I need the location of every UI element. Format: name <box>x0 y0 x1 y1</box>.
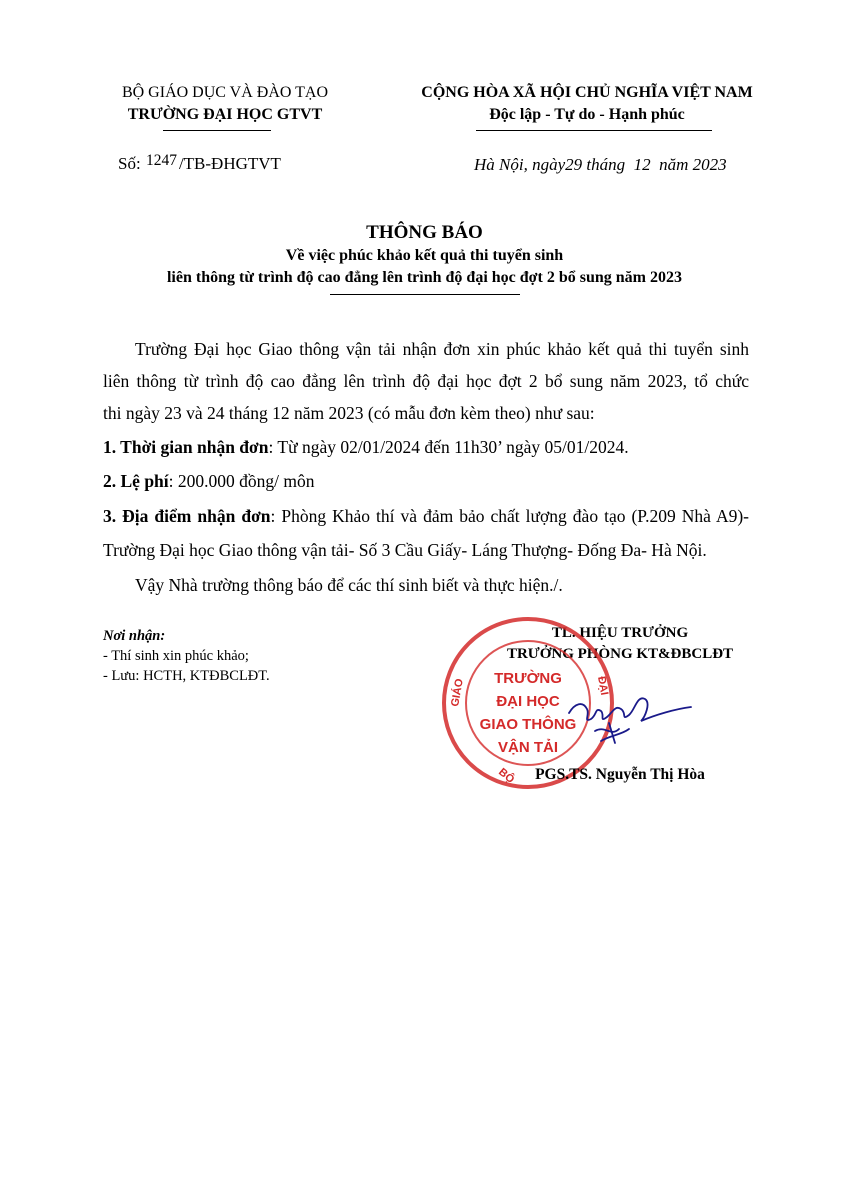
handwritten-signature <box>565 685 700 755</box>
title-subject-line2: liên thông từ trình độ cao đẳng lên trình độ đại học đợt 2 bổ sung năm 2023 <box>166 269 682 286</box>
signature-position: TRƯỞNG PHÒNG KT&ĐBCLĐT <box>506 646 734 662</box>
intro-line-2: liên thông từ trình độ cao đẳng lên trình độ đại học đợt 2 bổ sung năm 2023, tổ chức <box>103 371 749 391</box>
seal-line-2: ĐẠI HỌC <box>496 693 560 710</box>
document-number <box>118 154 281 174</box>
seal-ring-right: ĐẠI <box>595 675 611 697</box>
signature-authority: TL. HIỆU TRƯỞNG <box>551 625 689 641</box>
recipient-item: - Lưu: HCTH, KTĐBCLĐT. <box>103 668 270 684</box>
ministry-name: BỘ GIÁO DỤC VÀ ĐÀO TẠO <box>121 84 329 101</box>
item-location <box>103 504 749 528</box>
number-suffix: /TB-ĐHGTVT <box>178 154 281 173</box>
item2-label: 2. Lệ phí <box>103 471 169 491</box>
recipients-heading: Nơi nhận: <box>103 628 166 644</box>
motto-underline <box>476 130 712 131</box>
number-prefix: Số: <box>118 154 141 173</box>
intro-line-3: thi ngày 23 và 24 tháng 12 năm 2023 (có mẫu đơn kèm theo) như sau: <box>103 403 595 423</box>
republic-name: CỘNG HÒA XÃ HỘI CHỦ NGHĨA VIỆT NAM <box>421 84 753 101</box>
seal-ring-bottom: BỘ <box>496 766 517 786</box>
item-application-time <box>103 435 629 459</box>
item-fee <box>103 469 315 493</box>
seal-ring-left: GIÁO <box>449 677 466 708</box>
seal-line-3: GIAO THÔNG <box>479 716 577 733</box>
seal-line-4: VẬN TẢI <box>498 739 558 756</box>
item1-label: 1. Thời gian nhận đơn <box>103 437 269 457</box>
title-underline <box>330 294 520 295</box>
number-value: 1247 <box>145 152 177 169</box>
document-title: THÔNG BÁO <box>366 222 483 243</box>
intro-line-1: Trường Đại học Giao thông vận tải nhận đơn xin phúc khảo kết quả thi tuyển sinh <box>135 339 749 359</box>
recipient-item: - Thí sinh xin phúc khảo; <box>103 648 249 664</box>
item3-text: : Phòng Khảo thí và đảm bảo chất lượng đào tạo (P.209 Nhà A9)- <box>270 506 750 526</box>
item3-label: 3. Địa điểm nhận đơn <box>103 506 271 526</box>
item1-text: : Từ ngày 02/01/2024 đến 11h30’ ngày 05/01/2024. <box>268 437 629 457</box>
document-date: Hà Nội, ngày29 tháng 12 năm 2023 <box>474 155 727 174</box>
item-location-line2: Trường Đại học Giao thông vận tải- Số 3 Cầu Giấy- Láng Thượng- Đống Đa- Hà Nội. <box>103 540 707 560</box>
seal-line-1: TRƯỜNG <box>494 670 562 687</box>
closing-sentence: Vậy Nhà trường thông báo để các thí sinh biết và thực hiện./. <box>135 575 563 595</box>
title-subject-line1: Về việc phúc khảo kết quả thi tuyển sinh <box>285 247 564 264</box>
university-underline <box>163 130 271 131</box>
item2-text: : 200.000 đồng/ môn <box>168 471 315 491</box>
signer-name: PGS.TS. Nguyễn Thị Hòa <box>535 766 705 783</box>
university-name: TRƯỜNG ĐẠI HỌC GTVT <box>127 106 323 123</box>
national-motto: Độc lập - Tự do - Hạnh phúc <box>489 106 685 123</box>
